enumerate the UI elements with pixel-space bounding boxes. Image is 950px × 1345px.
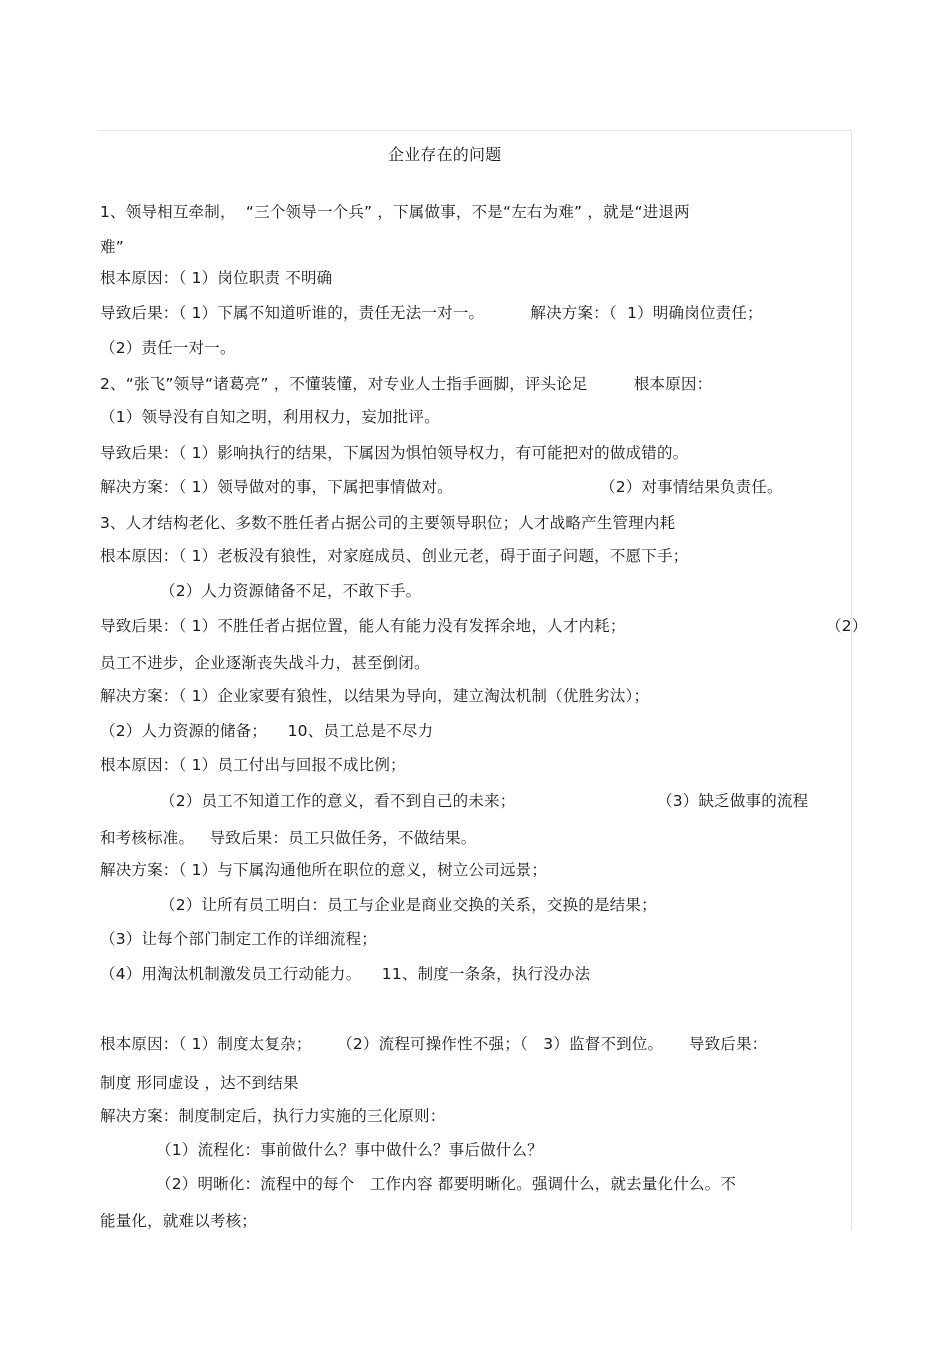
text-line: 根本原因：（ 1）员工付出与回报不成比例；	[100, 756, 406, 774]
text-line: （2）责任一对一。	[100, 339, 236, 357]
text-line: 难”	[100, 238, 124, 256]
text-line: 根本原因：（ 1）岗位职责 不明确	[100, 269, 333, 287]
text-line: （2）	[826, 617, 868, 635]
text-line: （2）人力资源储备不足，不敢下手。	[160, 582, 422, 600]
text-line: （3）让每个部门制定工作的详细流程；	[100, 930, 377, 948]
text-line: 解决方案：（ 1）与下属沟通他所在职位的意义，树立公司远景；	[100, 861, 548, 879]
text-line: 和考核标准。 导致后果：员工只做任务，不做结果。	[100, 829, 477, 847]
page-border-right	[851, 130, 852, 1230]
text-line: 1、领导相互牵制， “三个领导一个兵” ，下属做事，不是“左右为难” ，就是“进退两	[100, 203, 690, 221]
text-line: （1）流程化：事前做什么？事中做什么？事后做什么？	[156, 1141, 543, 1159]
document-title: 企业存在的问题	[388, 145, 502, 164]
text-line: 解决方案：制度制定后，执行力实施的三化原则：	[100, 1107, 446, 1125]
text-line: （2）对事情结果负责任。	[600, 478, 783, 496]
text-line: 根本原因：（ 1）老板没有狼性，对家庭成员、创业元老，碍于面子问题，不愿下手；	[100, 547, 689, 565]
text-line: （4）用淘汰机制激发员工行动能力。 11、制度一条条，执行没办法	[100, 965, 591, 983]
text-line: 导致后果：（ 1）下属不知道听谁的，责任无法一对一。 解决方案：（ 1）明确岗位责任；	[100, 304, 763, 322]
text-line: （2）明晰化：流程中的每个 工作内容 都要明晰化。强调什么，就去量化什么。不	[156, 1175, 737, 1193]
text-line: 能量化，就难以考核；	[100, 1212, 258, 1230]
text-line: 员工不进步，企业逐渐丧失战斗力，甚至倒闭。	[100, 654, 430, 672]
page-border-top	[98, 130, 851, 131]
text-line: 制度 形同虚设 ，达不到结果	[100, 1074, 299, 1092]
text-line: （2）人力资源的储备； 10、员工总是不尽力	[100, 722, 434, 740]
text-line: 3、人才结构老化、多数不胜任者占据公司的主要领导职位；人才战略产生管理内耗	[100, 514, 676, 532]
text-line: （2）员工不知道工作的意义，看不到自己的未来；	[160, 792, 516, 810]
text-line: 解决方案：（ 1）企业家要有狼性，以结果为导向，建立淘汰机制（优胜劣汰）；	[100, 687, 650, 705]
text-line: 2、“张飞”领导“诸葛亮” ，不懂装懂，对专业人士指手画脚，评头论足 根本原因：	[100, 375, 713, 393]
text-line: （3）缺乏做事的流程	[657, 792, 809, 810]
text-line: （2）让所有员工明白：员工与企业是商业交换的关系，交换的是结果；	[160, 896, 657, 914]
text-line: 根本原因：（ 1）制度太复杂； （2）流程可操作性不强；（ 3）监督不到位。 导致后果：	[100, 1035, 768, 1053]
text-line: （1）领导没有自知之明，利用权力，妄加批评。	[100, 408, 440, 426]
text-line: 导致后果：（ 1）影响执行的结果，下属因为惧怕领导权力，有可能把对的做成错的。	[100, 444, 689, 462]
text-line: 导致后果：（ 1）不胜任者占据位置，能人有能力没有发挥余地，人才内耗；	[100, 617, 626, 635]
text-line: 解决方案：（ 1）领导做对的事，下属把事情做对。	[100, 478, 453, 496]
